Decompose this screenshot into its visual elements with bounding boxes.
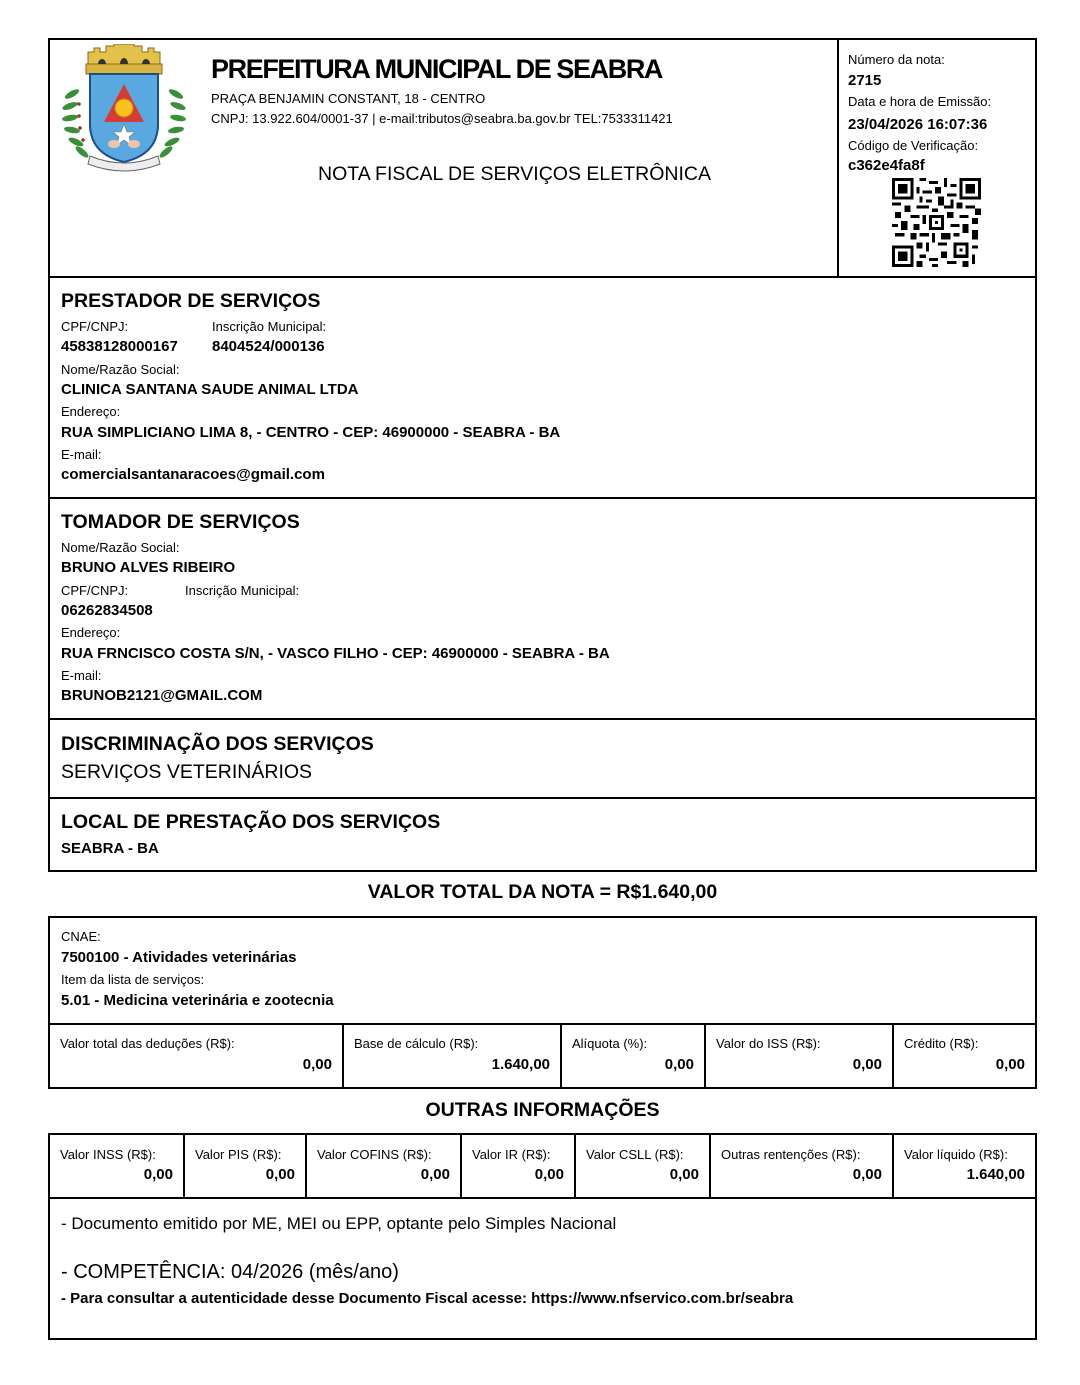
- provider-name-value: CLINICA SANTANA SAUDE ANIMAL LTDA: [61, 381, 359, 398]
- other-tax-cell-ir: [462, 1135, 576, 1197]
- tax-value: 1.640,00: [491, 1056, 550, 1073]
- provider-cpf-label: CPF/CNPJ:: [61, 319, 129, 334]
- provider-cpf-value: 45838128000167: [61, 338, 178, 355]
- other-tax-cell-inss: [50, 1135, 185, 1197]
- other-tax-cell-csll: [576, 1135, 711, 1197]
- service-location-section: [48, 797, 1037, 872]
- tax-cell-iss: [706, 1025, 894, 1087]
- note-competencia: - COMPETÊNCIA: 04/2026 (mês/ano): [61, 1261, 399, 1283]
- provider-name-label: Nome/Razão Social:: [61, 362, 180, 377]
- tax-value: 0,00: [265, 1166, 295, 1183]
- note-simples-nacional: - Documento emitido por ME, MEI ou EPP, optante pelo Simples Nacional: [61, 1214, 617, 1233]
- taker-im-label: Inscrição Municipal:: [185, 583, 300, 598]
- tax-label: Outras rentenções (R$):: [721, 1147, 861, 1162]
- tax-value: 0,00: [534, 1166, 564, 1183]
- tax-label: Valor INSS (R$):: [60, 1147, 156, 1162]
- taker-address-value: RUA FRNCISCO COSTA S/N, - VASCO FILHO - CEP: 46900000 - SEABRA - BA: [61, 645, 610, 662]
- taker-address-label: Endereço:: [61, 625, 121, 640]
- invoice-number-value: 2715: [848, 72, 882, 89]
- invoice-total-value: VALOR TOTAL DA NOTA = R$1.640,00: [367, 881, 718, 903]
- service-item-value: 5.01 - Medicina veterinária e zootecnia: [61, 992, 334, 1009]
- tax-value: 0,00: [143, 1166, 173, 1183]
- tax-label: Valor líquido (R$):: [904, 1147, 1008, 1162]
- taker-email-value: BRUNOB2121@GMAIL.COM: [61, 687, 263, 704]
- tax-label: Alíquota (%):: [572, 1036, 648, 1051]
- tax-value: 0,00: [420, 1166, 450, 1183]
- service-provider-title: PRESTADOR DE SERVIÇOS: [61, 290, 321, 312]
- tax-value: 1.640,00: [966, 1166, 1025, 1183]
- notes-section: [48, 1197, 1037, 1340]
- tax-label: Valor PIS (R$):: [195, 1147, 282, 1162]
- provider-email-value: comercialsantanaracoes@gmail.com: [61, 466, 325, 483]
- taker-cpf-label: CPF/CNPJ:: [61, 583, 129, 598]
- tax-label: Valor do ISS (R$):: [716, 1036, 821, 1051]
- other-tax-cell-other-withholdings: [711, 1135, 894, 1197]
- taker-name-label: Nome/Razão Social:: [61, 540, 180, 555]
- taker-cpf-value: 06262834508: [61, 602, 153, 619]
- issue-datetime-value: 23/04/2026 16:07:36: [848, 116, 988, 133]
- tax-value: 0,00: [664, 1056, 694, 1073]
- provider-im-value: 8404524/000136: [212, 338, 325, 355]
- service-location-title: LOCAL DE PRESTAÇÃO DOS SERVIÇOS: [61, 811, 441, 833]
- invoice-header: [48, 38, 1037, 278]
- municipality-contact: CNPJ: 13.922.604/0001-37 | e-mail:tributos@seabra.ba.gov.br TEL:7533311421: [211, 111, 673, 126]
- other-tax-cell-pis: [185, 1135, 307, 1197]
- issue-datetime-label: Data e hora de Emissão:: [848, 94, 992, 109]
- service-taker-title: TOMADOR DE SERVIÇOS: [61, 511, 300, 533]
- header-divider: [837, 40, 839, 276]
- provider-email-label: E-mail:: [61, 447, 102, 462]
- tax-summary-row: [48, 1023, 1037, 1089]
- provider-im-label: Inscrição Municipal:: [212, 319, 327, 334]
- tax-cell-rate: [562, 1025, 706, 1087]
- tax-value: 0,00: [302, 1056, 332, 1073]
- activity-code-section: [48, 916, 1037, 1025]
- taker-email-label: E-mail:: [61, 668, 102, 683]
- invoice-number-label: Número da nota:: [848, 52, 945, 67]
- document-type-title: NOTA FISCAL DE SERVIÇOS ELETRÔNICA: [318, 163, 711, 185]
- service-item-label: Item da lista de serviços:: [61, 972, 205, 987]
- tax-label: Valor total das deduções (R$):: [60, 1036, 235, 1051]
- tax-label: Crédito (R$):: [904, 1036, 979, 1051]
- municipality-address: PRAÇA BENJAMIN CONSTANT, 18 - CENTRO: [211, 91, 486, 106]
- provider-address-value: RUA SIMPLICIANO LIMA 8, - CENTRO - CEP: 46900000 - SEABRA - BA: [61, 424, 561, 441]
- verification-code-value: c362e4fa8f: [848, 157, 925, 174]
- tax-value: 0,00: [669, 1166, 699, 1183]
- service-provider-section: [48, 276, 1037, 499]
- tax-value: 0,00: [852, 1166, 882, 1183]
- tax-cell-calculation-base: [344, 1025, 562, 1087]
- tax-cell-credit: [894, 1025, 1035, 1087]
- service-description-title: DISCRIMINAÇÃO DOS SERVIÇOS: [61, 733, 374, 755]
- cnae-label: CNAE:: [61, 929, 101, 944]
- tax-label: Valor CSLL (R$):: [586, 1147, 684, 1162]
- service-description-value: SERVIÇOS VETERINÁRIOS: [61, 761, 313, 783]
- coat-of-arms-logo: [60, 44, 188, 178]
- other-tax-cell-cofins: [307, 1135, 462, 1197]
- provider-address-label: Endereço:: [61, 404, 121, 419]
- service-taker-section: [48, 497, 1037, 720]
- service-location-value: SEABRA - BA: [61, 840, 159, 857]
- other-info-title: OUTRAS INFORMAÇÕES: [425, 1099, 660, 1121]
- tax-label: Base de cálculo (R$):: [354, 1036, 479, 1051]
- taker-name-value: BRUNO ALVES RIBEIRO: [61, 559, 236, 576]
- tax-value: 0,00: [852, 1056, 882, 1073]
- qr-code-icon: [892, 178, 981, 267]
- other-taxes-row: [48, 1133, 1037, 1199]
- municipality-title: PREFEITURA MUNICIPAL DE SEABRA: [211, 54, 663, 84]
- other-tax-cell-net-value: [894, 1135, 1035, 1197]
- tax-value: 0,00: [995, 1056, 1025, 1073]
- verification-code-label: Código de Verificação:: [848, 138, 979, 153]
- tax-label: Valor IR (R$):: [472, 1147, 551, 1162]
- tax-cell-deductions: [50, 1025, 344, 1087]
- cnae-value: 7500100 - Atividades veterinárias: [61, 949, 297, 966]
- note-authenticity-url: - Para consultar a autenticidade desse Documento Fiscal acesse: https://www.nfservico.com.br/seabra: [61, 1290, 794, 1307]
- service-description-section: [48, 718, 1037, 799]
- tax-label: Valor COFINS (R$):: [317, 1147, 432, 1162]
